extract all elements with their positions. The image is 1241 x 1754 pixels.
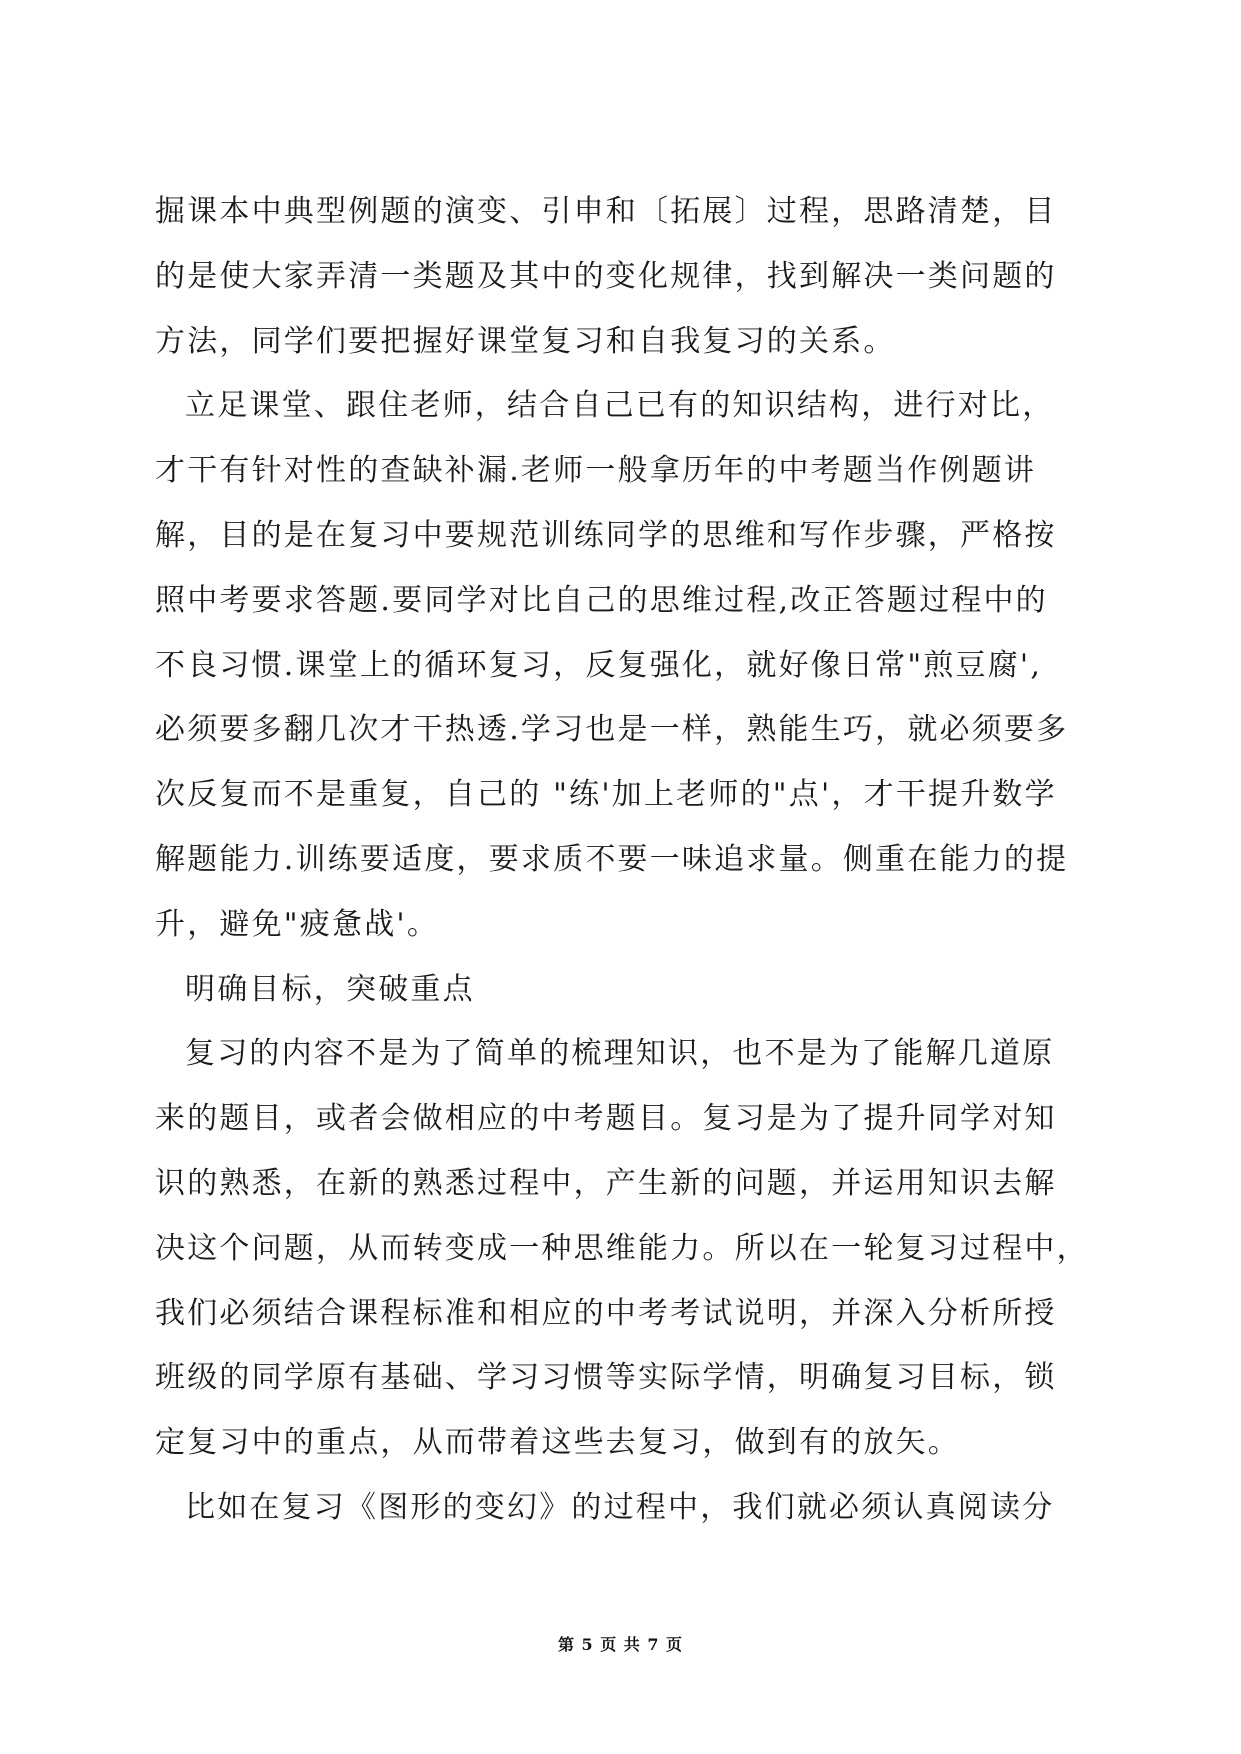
paragraph-start-line: 复习的内容不是为了简单的梳理知识，也不是为了能解几道原 (185, 1036, 1055, 1072)
text-line: 来的题目，或者会做相应的中考题目。复习是为了提升同学对知 (155, 1101, 1057, 1137)
text-line: 解，目的是在复习中要规范训练同学的思维和写作步骤，严格按 (155, 517, 1057, 553)
text-line: 必须要多翻几次才干热透.学习也是一样，熟能生巧，就必须要多 (155, 712, 1069, 748)
text-line: 班级的同学原有基础、学习习惯等实际学情，明确复习目标，锁 (155, 1360, 1057, 1396)
text-line: 定复习中的重点，从而带着这些去复习，做到有的放矢。 (155, 1425, 960, 1461)
text-line: 决这个问题，从而转变成一种思维能力。所以在一轮复习过程中， (155, 1230, 1089, 1266)
paragraph-start-line: 立足课堂、跟住老师，结合自己已有的知识结构，进行对比， (185, 388, 1055, 424)
text-line: 方法，同学们要把握好课堂复习和自我复习的关系。 (155, 323, 896, 359)
text-line: 升，避免"疲惫战'。 (155, 906, 440, 942)
text-line: 掘课本中典型例题的演变、引申和〔拓展〕过程，思路清楚，目 (155, 194, 1057, 229)
text-line: 我们必须结合课程标准和相应的中考考试说明，并深入分析所授 (155, 1295, 1057, 1331)
page-number-footer: 第 5 页 共 7 页 (557, 1635, 684, 1654)
text-line: 次反复而不是重复，自己的 "练'加上老师的"点'，才干提升数学 (155, 777, 1057, 813)
paragraph-start-line: 比如在复习《图形的变幻》的过程中，我们就必须认真阅读分 (185, 1489, 1055, 1525)
text-line: 才干有针对性的查缺补漏.老师一般拿历年的中考题当作例题讲 (155, 453, 1037, 489)
section-heading: 明确目标，突破重点 (185, 971, 475, 1007)
body-text (155, 180, 1090, 1541)
text-line: 不良习惯.课堂上的循环复习，反复强化，就好像日常"煎豆腐', (155, 647, 1043, 683)
text-line: 的是使大家弄清一类题及其中的变化规律，找到解决一类问题的 (155, 258, 1057, 294)
text-line: 照中考要求答题.要同学对比自己的思维过程,改正答题过程中的 (155, 582, 1048, 618)
text-line: 识的熟悉，在新的熟悉过程中，产生新的问题，并运用知识去解 (155, 1165, 1057, 1201)
text-line: 解题能力.训练要适度，要求质不要一味追求量。侧重在能力的提 (155, 841, 1069, 877)
